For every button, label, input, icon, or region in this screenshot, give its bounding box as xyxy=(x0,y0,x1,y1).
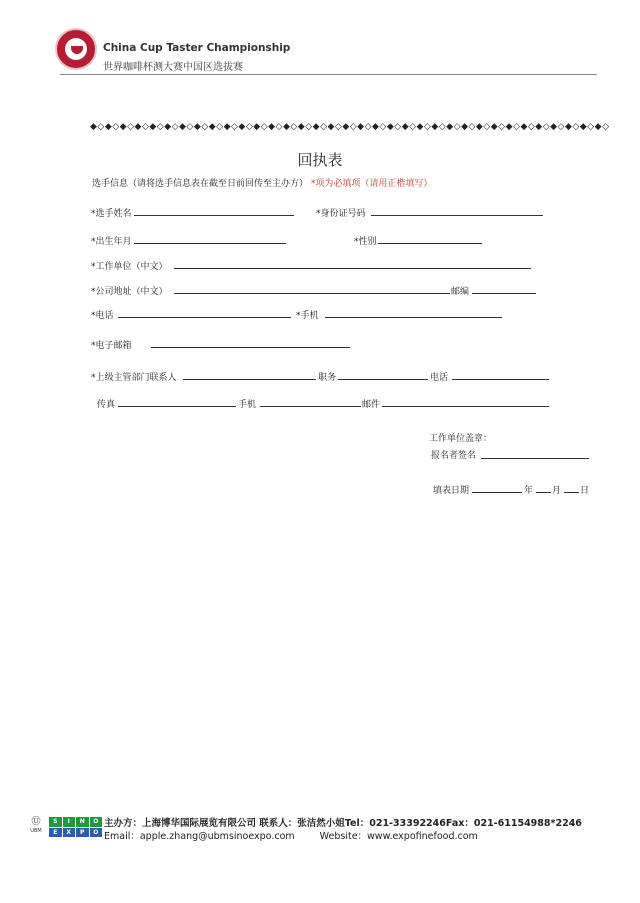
supervisor-mobile-label: 手机 xyxy=(238,400,257,410)
footer-website: Website：www.expofinefood.com xyxy=(319,831,478,842)
name-label: *选手姓名 xyxy=(91,209,132,219)
supervisor-email-field[interactable] xyxy=(382,406,549,407)
year-label: 年 xyxy=(524,486,534,496)
date-month-field[interactable] xyxy=(536,492,551,493)
date-year-field[interactable] xyxy=(472,492,522,493)
ubm-logo-text: UBM xyxy=(30,828,42,834)
header-title-en: China Cup Taster Championship xyxy=(103,42,291,54)
email-field[interactable] xyxy=(151,347,350,348)
mobile-field[interactable] xyxy=(325,317,502,318)
required-note: *项为必填项（请用正楷填写） xyxy=(310,179,433,189)
footer-email: Email：apple.zhang@ubmsinoexpo.com xyxy=(104,831,295,842)
name-field[interactable] xyxy=(134,215,294,216)
company-address-field[interactable] xyxy=(174,293,450,294)
logo-letter-tile: O xyxy=(90,828,103,838)
ornament-divider: ◆◇◆◇◆◇◆◇◆◇◆◇◆◇◆◇◆◇◆◇◆◇◆◇◆◇◆◇◆◇◆◇◆◇◆◇◆◇◆◇◆◇◆◇◆◇◆◇◆◇◆◇◆◇◆◇◆◇◆◇◆◇◆◇◆◇◆◇◆◇ xyxy=(90,122,610,132)
birth-label: *出生年月 xyxy=(91,237,132,247)
header-title-cn: 世界咖啡杯测大赛中国区选拔赛 xyxy=(103,62,243,73)
supervisor-label: *上级主管部门联系人 xyxy=(91,373,177,383)
birth-field[interactable] xyxy=(134,243,286,244)
form-intro xyxy=(92,176,432,189)
fax-label: 传真 xyxy=(97,400,116,410)
logo-letter-tile: O xyxy=(90,817,103,827)
signature-field[interactable] xyxy=(481,458,589,459)
supervisor-phone-field[interactable] xyxy=(452,379,549,380)
employer-field[interactable] xyxy=(174,268,531,269)
employer-label: *工作单位（中文） xyxy=(91,262,168,272)
championship-logo xyxy=(55,28,97,70)
supervisor-email-label: 邮件 xyxy=(362,400,381,410)
fax-field[interactable] xyxy=(118,406,236,407)
form-title: 回执表 xyxy=(297,151,343,169)
id-number-label: *身份证号码 xyxy=(316,209,366,219)
postcode-field[interactable] xyxy=(472,293,536,294)
supervisor-field[interactable] xyxy=(183,379,316,380)
ubm-logo: Ⓤ UBM xyxy=(30,817,42,834)
phone-label: *电话 xyxy=(91,311,114,321)
company-address-label: *公司地址（中文） xyxy=(91,287,168,297)
mobile-label: *手机 xyxy=(296,311,319,321)
postcode-label: 邮编 xyxy=(451,287,470,297)
position-field[interactable] xyxy=(338,379,428,380)
signature-label: 报名者签名 xyxy=(431,451,477,461)
intro-text: 选手信息（请将选手信息表在截至日前回传至主办方） xyxy=(92,179,309,189)
gender-field[interactable] xyxy=(378,243,482,244)
footer-contact xyxy=(104,828,500,842)
month-label: 月 xyxy=(552,486,562,496)
logo-letter-tile: I xyxy=(63,817,76,827)
logo-letter-tile: X xyxy=(63,828,76,838)
date-day-field[interactable] xyxy=(564,492,579,493)
position-label: 职务 xyxy=(318,373,337,383)
day-label: 日 xyxy=(580,486,590,496)
ubm-sinoexpo-logo xyxy=(25,817,102,837)
seal-label: 工作单位盖章： xyxy=(429,434,493,444)
header-rule xyxy=(60,74,597,75)
logo-letter-tile: N xyxy=(76,817,89,827)
supervisor-phone-label: 电话 xyxy=(430,373,449,383)
logo-letter-tile: E xyxy=(49,828,62,838)
id-number-field[interactable] xyxy=(371,215,543,216)
logo-letter-tile: P xyxy=(76,828,89,838)
date-label: 填表日期 xyxy=(433,486,470,496)
gender-label: *性别 xyxy=(354,237,377,247)
sinoexpo-letters xyxy=(49,817,102,837)
logo-letter-tile: S xyxy=(49,817,62,827)
footer-organizer: 主办方：上海博华国际展览有限公司 联系人：张洁然小姐Tel：021-33392246Fax：021-61154988*2246 xyxy=(104,818,582,829)
phone-field[interactable] xyxy=(118,317,291,318)
email-label: *电子邮箱 xyxy=(91,341,132,351)
supervisor-mobile-field[interactable] xyxy=(260,406,361,407)
